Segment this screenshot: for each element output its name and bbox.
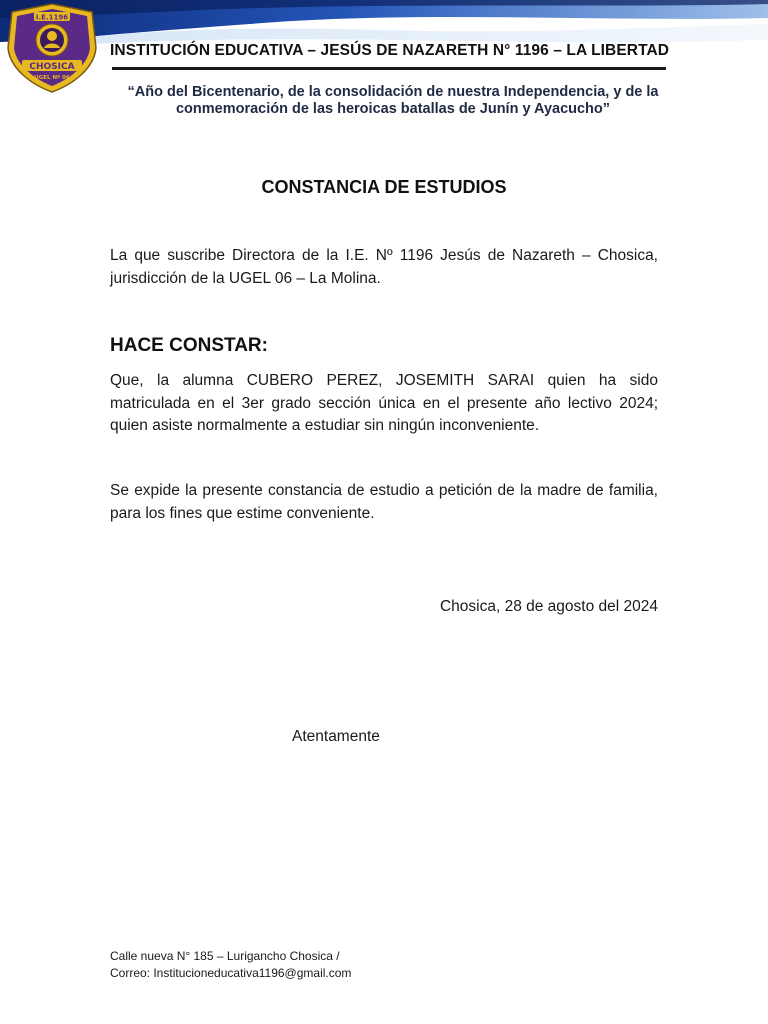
footer-address: Calle nueva N° 185 – Lurigancho Chosica / bbox=[110, 949, 340, 963]
crest-top-text: I.E.1196 bbox=[35, 13, 69, 22]
purpose-paragraph: Se expide la presente constancia de estudio a petición de la madre de familia, para los fines que estime conveniente. bbox=[110, 482, 658, 522]
crest-name-text: CHOSICA bbox=[29, 62, 75, 72]
footer-email: Correo: Institucioneducativa1196@gmail.com bbox=[110, 966, 352, 980]
intro-paragraph: La que suscribe Directora de la I.E. Nº 1196 Jesús de Nazareth – Chosica, jurisdicción de la UGEL 06 – La Molina. bbox=[110, 247, 658, 287]
date-line: Chosica, 28 de agosto del 2024 bbox=[439, 598, 658, 615]
closing-text: Atentamente bbox=[292, 728, 380, 745]
document-title: CONSTANCIA DE ESTUDIOS bbox=[261, 177, 507, 197]
year-motto: “Año del Bicentenario, de la consolidación de nuestra Independencia, y de la conmemoración de las heroicas batallas de Junín y Ayacucho” bbox=[127, 84, 659, 117]
crest-bottom-text: UGEL Nº 06 bbox=[34, 75, 70, 81]
section-heading: HACE CONSTAR: bbox=[110, 335, 268, 356]
certification-paragraph: Que, la alumna CUBERO PEREZ, JOSEMITH SARAI quien ha sido matriculada en el 3er grado sección única en el presente año lectivo 2024; quien asiste normalmente a estudiar sin ningún inconveniente. bbox=[110, 372, 658, 434]
header-divider bbox=[112, 67, 666, 70]
school-crest-icon bbox=[4, 2, 100, 94]
footer bbox=[110, 948, 351, 982]
institution-name: INSTITUCIÓN EDUCATIVA – JESÚS DE NAZARETH N° 1196 – LA LIBERTAD bbox=[110, 42, 670, 59]
